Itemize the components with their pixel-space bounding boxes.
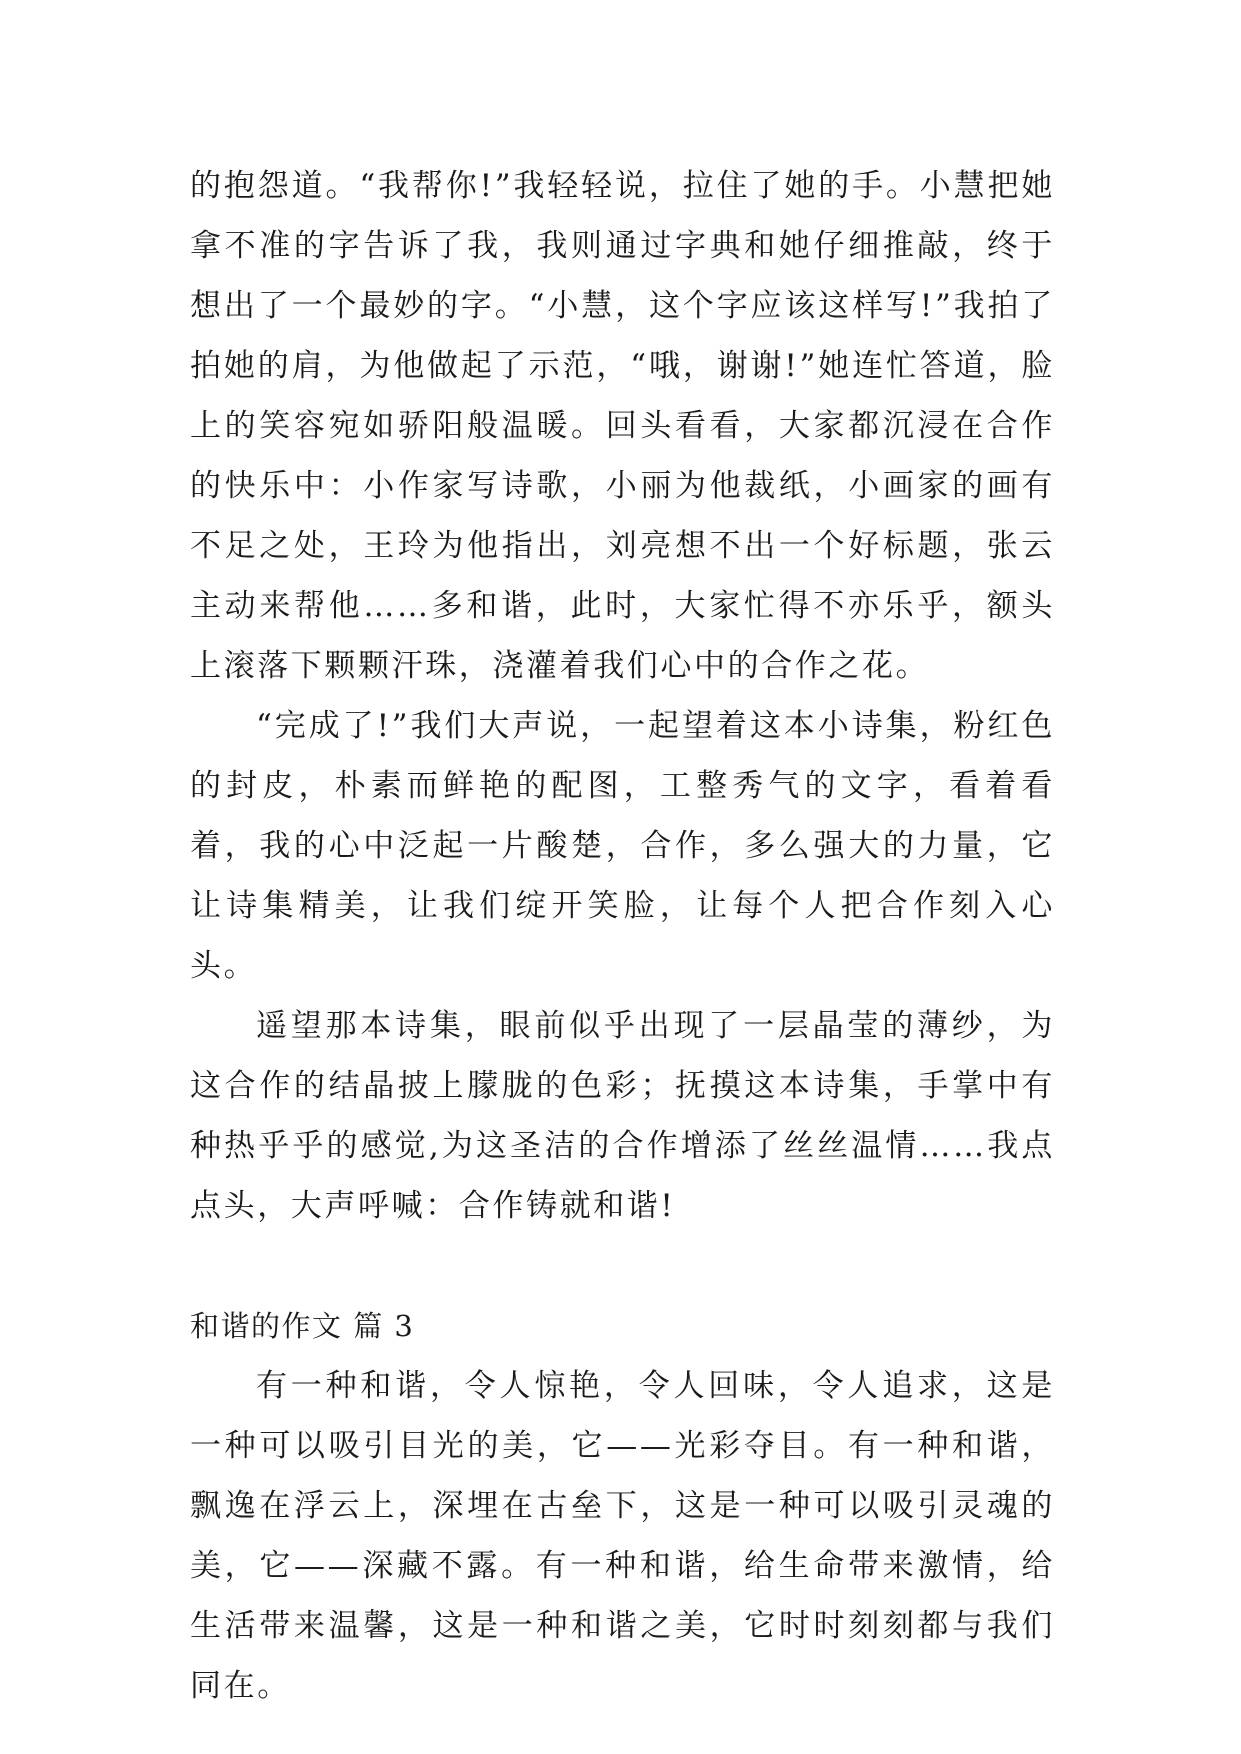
section-spacer [190,1236,1055,1296]
paragraph-4: 有一种和谐，令人惊艳，令人回味，令人追求，这是一种可以吸引目光的美，它——光彩夺目。有一种和谐，飘逸在浮云上，深埋在古垒下，这是一种可以吸引灵魂的美，它——深藏不露。有一种和谐，给生命带来激情，给生活带来温馨，这是一种和谐之美，它时时刻刻都与我们同在。 [190,1368,1055,1704]
paragraph-2: “完成了!”我们大声说，一起望着这本小诗集，粉红色的封皮，朴素而鲜艳的配图，工整秀气的文字，看着看着，我的心中泛起一片酸楚，合作，多么强大的力量，它让诗集精美，让我们绽开笑脸，让每个人把合作刻入心头。 [190,708,1055,984]
document-page [190,156,1055,1716]
section-title: 和谐的作文 篇 3 [190,1309,415,1343]
paragraph-3: 遥望那本诗集，眼前似乎出现了一层晶莹的薄纱，为这合作的结晶披上朦胧的色彩；抚摸这本诗集，手掌中有种热乎乎的感觉,为这圣洁的合作增添了丝丝温情……我点点头，大声呼喊：合作铸就和谐! [190,1008,1055,1224]
paragraph-1: 的抱怨道。“我帮你!”我轻轻说，拉住了她的手。小慧把她拿不准的字告诉了我，我则通过字典和她仔细推敲，终于想出了一个最妙的字。“小慧，这个字应该这样写!”我拍了拍她的肩，为他做起了示范，“哦，谢谢!”她连忙答道，脸上的笑容宛如骄阳般温暖。回头看看，大家都沉浸在合作的快乐中：小作家写诗歌，小丽为他裁纸，小画家的画有不足之处，王玲为他指出，刘亮想不出一个好标题，张云主动来帮他……多和谐，此时，大家忙得不亦乐乎，额头上滚落下颗颗汗珠，浇灌着我们心中的合作之花。 [190,168,1055,684]
